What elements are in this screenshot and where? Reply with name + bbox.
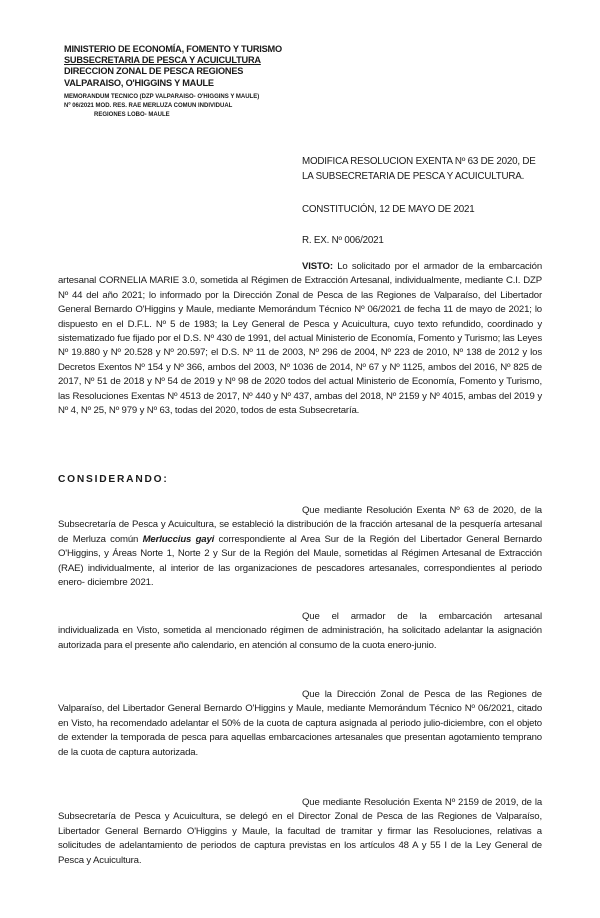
considerando-heading: CONSIDERANDO: [58, 474, 169, 485]
considerando-1 [58, 504, 542, 590]
memo-line-2: Nº 06/2021 MOD. RES. RAE MERLUZA COMUN INDIVIDUAL [64, 102, 233, 109]
memo-line-3: REGIONES LOBO- MAULE [94, 111, 170, 118]
c1-text-post: correspondiente al Area Sur de la Región del Libertador General Bernardo O'Higgins, y Áreas Norte 1, Norte 2 y Sur de la Región del Maule, sometidas al Régimen Artesanal de Extracción (RAE) individualmente, al interior de las organizaciones de pescadores artesanales, correspondientes al periodo enero- diciembre 2021. [58, 533, 542, 589]
regions-line: VALPARAISO, O'HIGGINS Y MAULE [64, 77, 214, 88]
subsecretaria-line: SUBSECRETARIA DE PESCA Y ACUICULTURA [64, 55, 261, 66]
considerando-4: Que mediante Resolución Exenta Nº 2159 de 2019, de la Subsecretaría de Pesca y Acuicultura, se delegó en el Director Zonal de Pesca de las Regiones de Valparaíso, Libertador General Bernardo O'Higgins y Maule, la facultad de tramitar y firmar las Resoluciones, relativas a solicitudes de adelantamiento de periodos de captura previstas en los artículos 48 A y 55 I de la Ley General de Pesca y Acuicultura. [58, 797, 542, 866]
considerando-2: Que el armador de la embarcación artesanal individualizada en Visto, sometida al mencionado régimen de administración, ha solicitado adelantar la asignación autorizada para el presente año calendario, en atención al consumo de la cuota enero-junio. [58, 611, 542, 651]
c1-text-pre: Que mediante Resolución Exenta Nº 63 de 2020, de la Subsecretaría de Pesca y Acuicultura, se estableció la distribución de la fracción artesanal de la pesquería artesanal de Merluza común [58, 505, 542, 545]
visto-text: Lo solicitado por el armador de la embarcación artesanal CORNELIA MARIE 3.0, sometida al Régimen de Extracción Artesanal, individualmente, mediante C.I. DZP Nº 44 del año 2021; lo informado por la Dirección Zonal de Pesca de las Regiones de Valparaíso, del Libertador General Bernardo O'Higgins y Maule, mediante Memorándum Técnico Nº 06/2021 de fecha 11 de mayo de 2021; lo dispuesto en el D.F.L. Nº 5 de 1983; la Ley General de Pesca y Acuicultura, cuyo texto refundido, coordinado y sistematizado fue fijado por el D.S. Nº 430 de 1991, del actual Ministerio de Economía, Fomento y Turismo; las Leyes Nº 19.880 y Nº 20.528 y Nº 20.597; el D.S. Nº 11 de 2003, Nº 296 de 2004, Nº 223 de 2010, Nº 138 de 2012 y los Decretos Exentos Nº 154 y Nº 366, ambos del 2003, Nº 1036 de 2014, Nº 67 y Nº 1125, ambos del 2016, Nº 825 de 2017, Nº 51 de 2018 y Nº 54 de 2019 y Nº 98 de 2020 todos del actual Ministerio de Economía, Fomento y Turismo, las Resoluciones Exentas Nº 4513 de 2017, Nº 440 y Nº 437, ambas del 2018, Nº 2159 y Nº 4015, ambas del 2019 y Nº 4, Nº 25, Nº 979 y Nº 63, todas del 2020, todos de esta Subsecretaría. [58, 261, 542, 417]
resolution-number: R. EX. Nº 006/2021 [302, 235, 384, 246]
visto-paragraph [58, 260, 542, 418]
species-name: Merluccius gayi [142, 533, 215, 545]
resolution-subject: MODIFICA RESOLUCION EXENTA Nº 63 DE 2020, DE LA SUBSECRETARIA DE PESCA Y ACUICULTURA. [302, 156, 536, 182]
letterhead [64, 44, 324, 119]
ministry-line: MINISTERIO DE ECONOMÍA, FOMENTO Y TURISMO [64, 44, 282, 54]
visto-label: VISTO: [302, 261, 333, 272]
considerando-3: Que la Dirección Zonal de Pesca de las Regiones de Valparaíso, del Libertador General Bernardo O'Higgins y Maule, mediante Memorándum Técnico Nº 06/2021, citado en Visto, ha recomendado adelantar el 50% de la cuota de captura asignada al periodo julio-diciembre, con el objeto de extender la temporada de pesca para aquellas embarcaciones artesanales que presentan agotamiento temprano de la cuota de captura autorizada. [58, 689, 542, 758]
memo-line-1: MEMORANDUM TECNICO (DZP VALPARAISO- O'HIGGINS Y MAULE) [64, 93, 260, 100]
direccion-line: DIRECCION ZONAL DE PESCA REGIONES [64, 66, 244, 77]
place-date: CONSTITUCIÓN, 12 DE MAYO DE 2021 [302, 204, 475, 215]
